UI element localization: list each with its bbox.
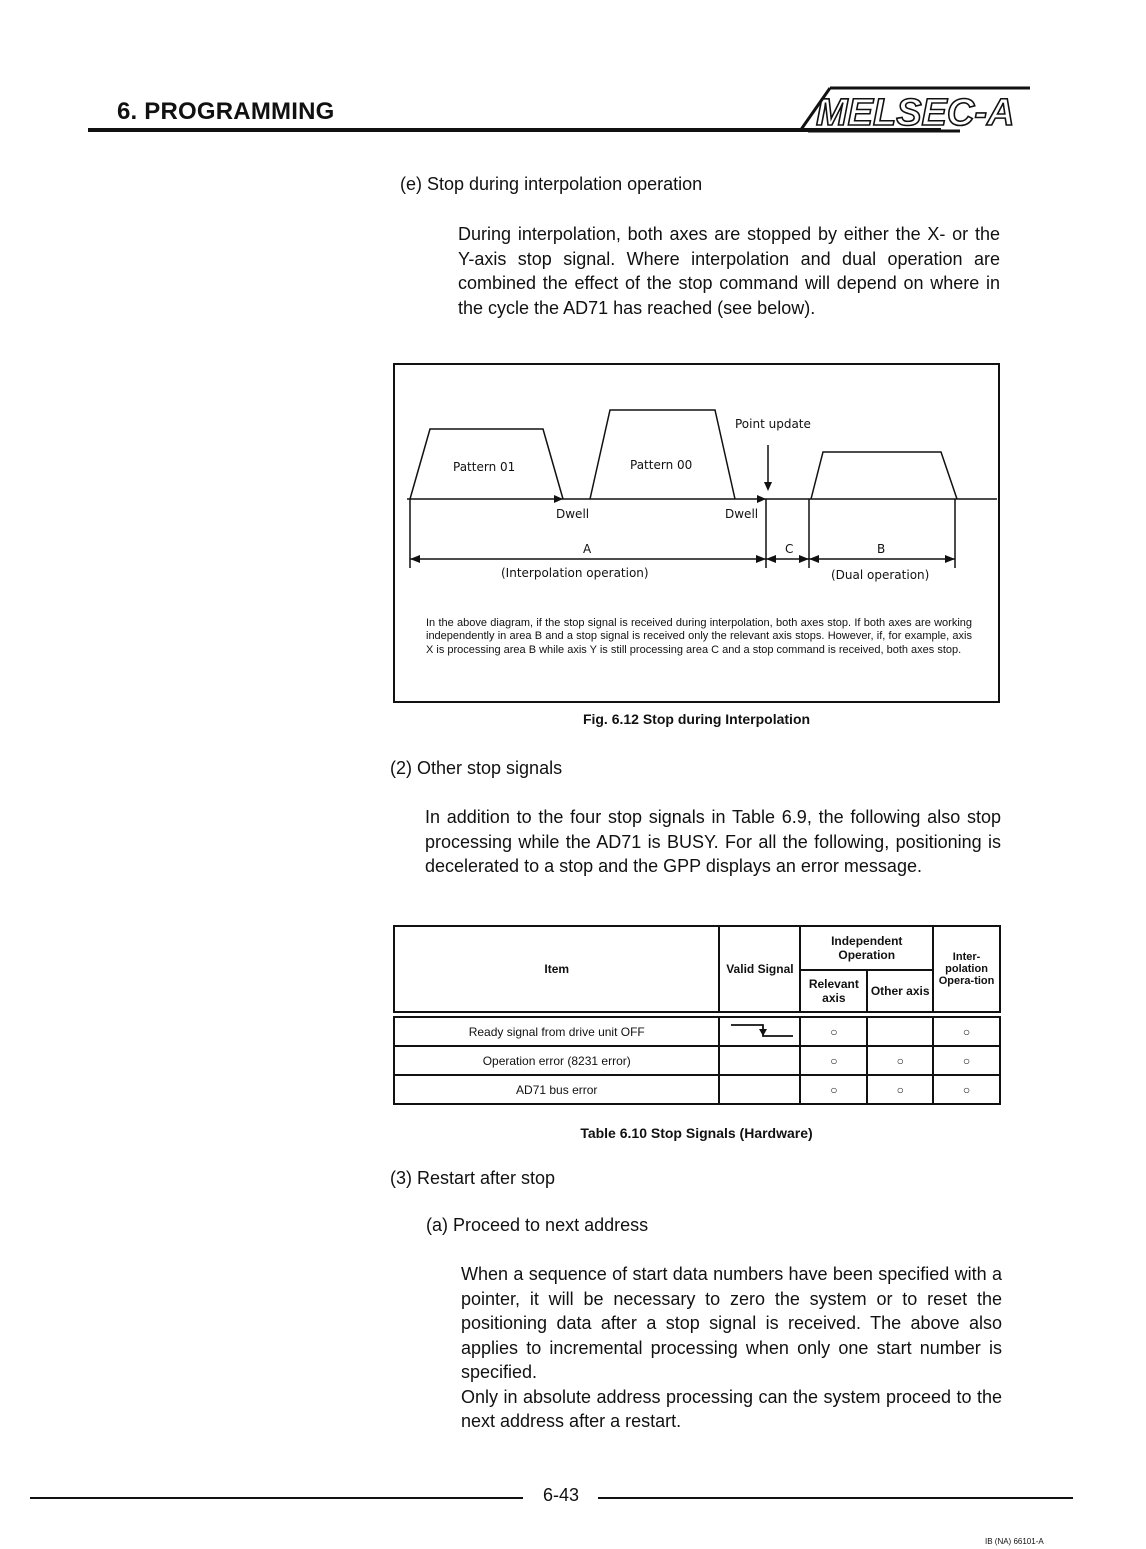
- pattern-00-label: Pattern 00: [630, 458, 693, 472]
- valid-signal-cell: [719, 1046, 800, 1075]
- other-axis-cell: ○: [867, 1046, 933, 1075]
- area-b-label: B: [877, 542, 886, 556]
- section-3a-heading: (a) Proceed to next address: [426, 1215, 649, 1235]
- other-axis-cell: ○: [867, 1075, 933, 1104]
- interpolation-cell: ○: [933, 1017, 1000, 1046]
- item-header: Item: [394, 926, 719, 1012]
- logo-text: MELSEC-A: [816, 92, 1015, 134]
- falling-edge-signal-icon: [725, 1020, 795, 1040]
- stop-signals-table: [393, 925, 1001, 1105]
- row-item: Operation error (8231 error): [394, 1046, 719, 1075]
- relevant-axis-header: Relevant axis: [800, 970, 867, 1012]
- section-e-heading: (e) Stop during interpolation operation: [400, 174, 703, 194]
- section-title: 6. PROGRAMMING: [117, 98, 335, 125]
- point-update-label: Point update: [735, 417, 811, 431]
- interpolation-operation-label: (Interpolation operation): [501, 566, 649, 580]
- section-3-heading: (3) Restart after stop: [390, 1168, 556, 1188]
- other-axis-cell: [867, 1017, 933, 1046]
- relevant-axis-cell: ○: [800, 1046, 867, 1075]
- interpolation-operation-header: Inter-polation Opera-tion: [933, 926, 1000, 1012]
- table-row: [394, 1046, 1000, 1075]
- dwell-label-1: Dwell: [556, 507, 590, 521]
- table-row: [394, 1075, 1000, 1104]
- table-row: [394, 1017, 1000, 1046]
- valid-signal-cell: [719, 1075, 800, 1104]
- interpolation-cell: ○: [933, 1075, 1000, 1104]
- page-number: 6-43: [542, 1485, 580, 1505]
- row-item: AD71 bus error: [394, 1075, 719, 1104]
- valid-signal-header: Valid Signal: [719, 926, 800, 1012]
- interpolation-diagram: [393, 363, 1000, 603]
- dwell-label-2: Dwell: [725, 507, 759, 521]
- other-axis-header: Other axis: [867, 970, 933, 1012]
- interpolation-cell: ○: [933, 1046, 1000, 1075]
- section-3a-paragraph-1: When a sequence of start data numbers have been specified with a pointer, it will be necessary to zero the system or to reset the positioning data after a stop signal is received. The above also applies to incremental processing when only one start number is specified.: [461, 1264, 1002, 1382]
- section-3a-paragraph-2: Only in absolute address processing can the system proceed to the next address after a restart.: [461, 1386, 1002, 1431]
- dual-operation-label: (Dual operation): [831, 568, 930, 582]
- figure-note: In the above diagram, if the stop signal is received during interpolation, both axes stop. If both axes are working independently in area B and a stop signal is received only the relevant axis stops. However, if, for example, axis X is processing area B while axis Y is still processing area C and a stop command is received, both axes stop.: [426, 617, 972, 656]
- row-item: Ready signal from drive unit OFF: [394, 1017, 719, 1046]
- figure-caption: Fig. 6.12 Stop during Interpolation: [582, 711, 811, 727]
- valid-signal-cell: [719, 1017, 800, 1046]
- section-2-heading: (2) Other stop signals: [390, 758, 563, 778]
- section-3a-body: [461, 1262, 1002, 1434]
- table-caption: Table 6.10 Stop Signals (Hardware): [580, 1125, 813, 1141]
- melsec-logo: [800, 80, 1050, 142]
- footer-rule-right: [598, 1497, 1073, 1499]
- footer-rule-left: [30, 1497, 523, 1499]
- relevant-axis-cell: ○: [800, 1075, 867, 1104]
- pattern-01-label: Pattern 01: [453, 460, 516, 474]
- section-e-paragraph: During interpolation, both axes are stopped by either the X- or the Y-axis stop signal. Where interpolation and dual operation are combined the effect of the stop command will depend on where in the cycle the AD71 has reached (see below).: [458, 224, 1000, 318]
- document-code: IB (NA) 66101-A: [985, 1537, 1044, 1546]
- area-a-label: A: [583, 542, 592, 556]
- area-c-label: C: [785, 542, 794, 556]
- relevant-axis-cell: ○: [800, 1017, 867, 1046]
- independent-operation-header: Independent Operation: [800, 926, 933, 970]
- section-2-paragraph: In addition to the four stop signals in Table 6.9, the following also stop processing while the AD71 is BUSY. For all the following, positioning is decelerated to a stop and the GPP displays an error message.: [425, 807, 1001, 876]
